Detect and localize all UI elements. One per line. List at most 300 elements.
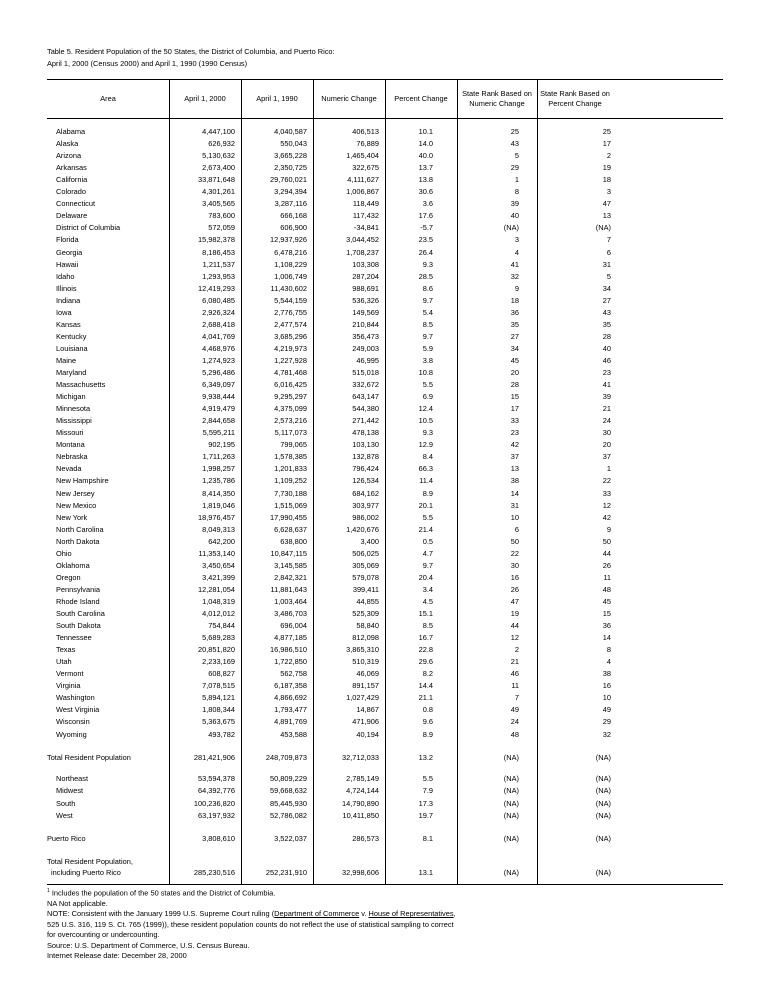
cell-value: 20 — [602, 440, 611, 450]
cell-value: 8.5 — [422, 319, 433, 329]
cell-value: 47 — [602, 199, 611, 209]
cell-value: 1 — [606, 464, 611, 474]
cell-value: 8.2 — [422, 669, 433, 679]
cell-value: 471,906 — [352, 717, 379, 727]
header-percent-change: Percent Change — [394, 94, 448, 103]
cell-value: 5.5 — [422, 512, 433, 522]
table-row — [47, 716, 723, 728]
area-name: Nebraska — [56, 452, 88, 462]
cell-value: (NA) — [503, 786, 519, 796]
area-name: Nevada — [56, 464, 82, 474]
table-row — [47, 234, 723, 246]
cell-value: 0.8 — [422, 705, 433, 715]
cell-value: 332,672 — [352, 380, 379, 390]
cell-value: 149,569 — [352, 307, 379, 317]
cell-value: 2,776,755 — [274, 307, 307, 317]
cell-value: 26.4 — [418, 247, 433, 257]
cell-value: 1 — [514, 175, 519, 185]
cell-value: 12,937,926 — [270, 235, 307, 245]
cell-value: 5,544,159 — [274, 295, 307, 305]
cell-value: 1,420,676 — [346, 524, 379, 534]
table-row — [47, 463, 723, 475]
table-row — [47, 355, 723, 367]
cell-value: 4 — [606, 657, 611, 667]
cell-value: 37 — [510, 452, 519, 462]
footnote-release-date: Internet Release date: December 28, 2000 — [47, 951, 187, 961]
cell-value: 32 — [602, 729, 611, 739]
cell-value: -34,841 — [353, 223, 379, 233]
cell-value: 1,711,263 — [202, 452, 235, 462]
table-row — [47, 632, 723, 644]
cell-value: 5.5 — [422, 380, 433, 390]
cell-value: 19 — [510, 609, 519, 618]
area-name: Idaho — [56, 271, 75, 281]
cell-value: 11,881,643 — [270, 584, 307, 594]
cell-value: 43 — [510, 139, 519, 149]
cell-value: 3,287,116 — [274, 199, 307, 209]
cell-value: 28 — [602, 331, 611, 341]
cell-value: 3.6 — [422, 199, 433, 209]
cell-value: 13.8 — [418, 175, 433, 185]
cell-value: 3,421,399 — [202, 572, 235, 582]
cell-value: 63,197,932 — [198, 810, 235, 820]
cell-value: 783,600 — [208, 211, 235, 221]
area-name: Washington — [56, 693, 95, 703]
area-name: Minnesota — [56, 404, 91, 414]
table-row — [47, 415, 723, 427]
cell-value: 33,871,648 — [198, 175, 235, 185]
cell-value: 10,847,115 — [270, 548, 307, 558]
area-name: Virginia — [56, 681, 81, 691]
cell-value: 286,573 — [352, 834, 379, 843]
area-name: Iowa — [56, 307, 72, 317]
region-row — [47, 785, 723, 797]
table-row — [47, 680, 723, 692]
cell-value: 29 — [602, 717, 611, 727]
cell-value: 7 — [514, 693, 519, 703]
cell-value: 5,363,675 — [202, 717, 235, 727]
cell-value: 17 — [602, 139, 611, 149]
cell-value: 13.1 — [418, 868, 433, 877]
cell-value: 53,594,378 — [198, 774, 235, 783]
cell-value: 1,227,928 — [274, 355, 307, 365]
cell-value: 9,295,297 — [274, 392, 307, 402]
cell-value: 8.5 — [422, 621, 433, 631]
cell-value: 47 — [510, 596, 519, 606]
cell-value: 2,785,149 — [346, 774, 379, 783]
cell-value: 43 — [602, 307, 611, 317]
cell-value: 10.8 — [418, 368, 433, 377]
table-row — [47, 307, 723, 319]
table-row — [47, 379, 723, 391]
case-name-2: House of Representatives — [368, 909, 454, 919]
area-name: West Virginia — [56, 705, 100, 715]
cell-value: 8,186,453 — [202, 247, 235, 257]
cell-value: 34 — [602, 283, 611, 293]
cell-value: 46 — [510, 669, 519, 679]
table-row — [47, 560, 723, 572]
cell-value: 5.9 — [422, 343, 433, 353]
cell-value: 29,760,021 — [270, 175, 307, 185]
cell-value: 5.5 — [422, 774, 433, 783]
cell-value: 3,400 — [360, 536, 379, 546]
cell-value: 23 — [510, 428, 519, 438]
cell-value: 287,204 — [352, 271, 379, 281]
cell-value: 19 — [602, 163, 611, 173]
cell-value: -5.7 — [420, 223, 433, 233]
area-name: New York — [56, 512, 88, 522]
cell-value: 16 — [602, 681, 611, 691]
cell-value: 305,069 — [352, 560, 379, 570]
cell-value: 32,998,606 — [342, 868, 379, 877]
area-name: Midwest — [56, 786, 84, 796]
area-name: District of Columbia — [56, 223, 121, 233]
note-suffix: , — [453, 909, 456, 919]
footnote-1-text: Includes the population of the 50 states and the District of Columbia. — [51, 888, 276, 898]
cell-value: 9 — [606, 524, 611, 534]
area-name: California — [56, 175, 88, 185]
area-name: Kansas — [56, 319, 81, 329]
cell-value: 1,201,833 — [274, 464, 307, 474]
cell-value: 39 — [602, 392, 611, 402]
table-row — [47, 198, 723, 210]
table-row — [47, 608, 723, 620]
cell-value: 46,069 — [356, 669, 379, 679]
footnote-source: Source: U.S. Department of Commerce, U.S. Census Bureau. — [47, 940, 250, 950]
table-bottom-rule — [47, 884, 723, 885]
cell-value: 8.6 — [422, 283, 433, 293]
area-name: Ohio — [56, 548, 72, 558]
region-row — [47, 798, 723, 810]
footnote-1 — [47, 886, 456, 899]
cell-value: 48 — [510, 729, 519, 739]
cell-value: 21 — [510, 657, 519, 667]
cell-value: 16.7 — [418, 633, 433, 643]
area-name: Illinois — [56, 283, 77, 293]
cell-value: 281,421,906 — [193, 753, 235, 762]
cell-value: 4,041,769 — [202, 331, 235, 341]
cell-value: 27 — [510, 331, 519, 341]
cell-value: 356,473 — [352, 331, 379, 341]
cell-value: 4,301,261 — [202, 187, 235, 197]
cell-value: 5,117,073 — [274, 428, 307, 438]
cell-value: 626,932 — [208, 139, 235, 149]
cell-value: 6 — [606, 247, 611, 257]
cell-value: 23.5 — [418, 235, 433, 245]
cell-value: 31 — [510, 500, 519, 510]
cell-value: 9.3 — [422, 259, 433, 269]
cell-value: 14 — [602, 633, 611, 643]
cell-value: 3,405,565 — [202, 199, 235, 209]
cell-value: 9.7 — [422, 560, 433, 570]
cell-value: 44 — [510, 621, 519, 631]
cell-value: 3 — [606, 187, 611, 197]
area-name: Wyoming — [56, 729, 87, 739]
cell-value: 2,844,658 — [202, 416, 235, 426]
cell-value: 249,003 — [352, 343, 379, 353]
cell-value: 22 — [510, 548, 519, 558]
cell-value: 4,891,769 — [274, 717, 307, 727]
cell-value: 606,900 — [280, 223, 307, 233]
area-name: Total Resident Population — [47, 753, 131, 762]
cell-value: 986,002 — [352, 512, 379, 522]
area-name: New Hampshire — [56, 476, 109, 486]
cell-value: 643,147 — [352, 392, 379, 402]
footnote-marker: 1 — [47, 888, 50, 894]
cell-value: 8 — [606, 645, 611, 655]
cell-value: 399,411 — [352, 584, 379, 594]
cell-value: 42 — [510, 440, 519, 450]
table-row — [47, 524, 723, 536]
cell-value: 1,274,923 — [202, 355, 235, 365]
cell-value: 15 — [510, 392, 519, 402]
cell-value: 11.4 — [419, 476, 433, 486]
cell-value: 20,851,820 — [198, 645, 235, 655]
area-name: New Mexico — [56, 500, 97, 510]
cell-value: 13.7 — [418, 163, 433, 173]
cell-value: 4,919,479 — [202, 404, 235, 414]
total-row — [47, 752, 723, 764]
cell-value: 40 — [510, 211, 519, 221]
cell-value: 13 — [510, 464, 519, 474]
cell-value: 642,200 — [208, 536, 235, 546]
cell-value: 3,450,654 — [202, 560, 235, 570]
cell-value: 59,668,632 — [270, 786, 307, 796]
area-name: Michigan — [56, 392, 86, 402]
cell-value: 31 — [602, 259, 611, 269]
cell-value: 562,758 — [280, 669, 307, 679]
cell-value: 1,293,953 — [202, 271, 235, 281]
cell-value: 14.0 — [418, 139, 433, 149]
cell-value: 536,326 — [352, 295, 379, 305]
cell-value: 303,977 — [352, 500, 379, 510]
cell-value: 10,411,850 — [342, 810, 379, 820]
cell-value: 48 — [602, 584, 611, 594]
area-name: South Carolina — [56, 609, 105, 618]
cell-value: 1,108,229 — [274, 259, 307, 269]
cell-value: 11 — [511, 681, 519, 691]
cell-value: 14,867 — [356, 705, 379, 715]
area-name: Hawaii — [56, 259, 79, 269]
cell-value: (NA) — [503, 223, 519, 233]
cell-value: (NA) — [595, 834, 611, 843]
cell-value: 45 — [602, 596, 611, 606]
table-row — [47, 427, 723, 439]
cell-value: 1,235,786 — [202, 476, 235, 486]
cell-value: 13.2 — [418, 753, 433, 762]
cell-value: 117,432 — [352, 211, 379, 221]
area-name: Vermont — [56, 669, 84, 679]
cell-value: 248,709,873 — [265, 753, 307, 762]
table-row — [47, 475, 723, 487]
cell-value: 812,098 — [352, 633, 379, 643]
cell-value: 25 — [510, 127, 519, 136]
cell-value: 696,004 — [280, 621, 307, 631]
cell-value: 8,049,313 — [202, 524, 235, 534]
cell-value: 3,294,394 — [274, 187, 307, 197]
table-row — [47, 500, 723, 512]
cell-value: 23 — [602, 368, 611, 377]
cell-value: 891,157 — [352, 681, 379, 691]
cell-value: 4.5 — [422, 596, 433, 606]
cell-value: 30 — [510, 560, 519, 570]
cell-value: 4,724,144 — [346, 786, 379, 796]
area-name: Kentucky — [56, 331, 87, 341]
cell-value: 2 — [514, 645, 519, 655]
cell-value: 1,003,464 — [274, 596, 307, 606]
cell-value: 5,595,211 — [202, 428, 235, 438]
area-name: Florida — [56, 235, 79, 245]
cell-value: 14,790,890 — [342, 798, 379, 808]
case-name-1: Department of Commerce — [274, 909, 360, 919]
footnote-note-line-2: 525 U.S. 316, 119 S. Ct. 765 (1999)), these resident population counts do not reflect the use of statistical sampling to correct — [47, 919, 454, 929]
cell-value: 478,138 — [352, 428, 379, 438]
grand-total-label-2: including Puerto Rico — [51, 868, 121, 877]
cell-value: 4,111,627 — [347, 175, 379, 185]
table-title — [47, 46, 335, 70]
cell-value: 10 — [602, 693, 611, 703]
cell-value: 28.5 — [418, 271, 433, 281]
area-name: Indiana — [56, 295, 81, 305]
cell-value: 9,938,444 — [202, 392, 235, 402]
area-name: Oklahoma — [56, 560, 90, 570]
cell-value: 2,477,574 — [274, 319, 307, 329]
area-name: Arkansas — [56, 163, 87, 173]
table-row — [47, 247, 723, 259]
cell-value: 21.1 — [418, 693, 433, 703]
cell-value: 3.8 — [422, 355, 433, 365]
table-row — [47, 367, 723, 379]
table-row — [47, 704, 723, 716]
cell-value: 41 — [602, 380, 611, 390]
cell-value: 11,430,602 — [270, 283, 307, 293]
cell-value: 6,187,358 — [274, 681, 307, 691]
title-line-1: Table 5. Resident Population of the 50 States, the District of Columbia, and Puerto Rico: — [47, 47, 335, 56]
cell-value: 17,990,455 — [270, 512, 307, 522]
cell-value: 4,468,976 — [202, 343, 235, 353]
header-april-2000: April 1, 2000 — [184, 94, 226, 103]
cell-value: 10.1 — [418, 127, 433, 136]
cell-value: 5.4 — [422, 307, 433, 317]
table-row — [47, 596, 723, 608]
cell-value: 525,309 — [352, 609, 379, 618]
area-name: South — [56, 798, 76, 808]
cell-value: (NA) — [595, 786, 611, 796]
cell-value: 8,414,350 — [202, 488, 235, 498]
cell-value: 16 — [510, 572, 519, 582]
table-row — [47, 729, 723, 741]
table-row — [47, 403, 723, 415]
cell-value: 85,445,930 — [270, 798, 307, 808]
cell-value: 7 — [606, 235, 611, 245]
area-name: Maryland — [56, 368, 87, 377]
puerto-rico-row — [47, 833, 723, 845]
table-row — [47, 186, 723, 198]
cell-value: 30.6 — [418, 187, 433, 197]
cell-value: 796,424 — [352, 464, 379, 474]
cell-value: 754,844 — [208, 621, 235, 631]
cell-value: 30 — [602, 428, 611, 438]
table-row — [47, 138, 723, 150]
cell-value: 2,573,216 — [274, 416, 307, 426]
area-name: Montana — [56, 440, 85, 450]
table-row — [47, 174, 723, 186]
table-row — [47, 620, 723, 632]
cell-value: 5,130,632 — [202, 151, 235, 161]
area-name: West — [56, 810, 73, 820]
header-april-1990: April 1, 1990 — [256, 94, 298, 103]
table-row — [47, 512, 723, 524]
cell-value: 12.9 — [418, 440, 433, 450]
table-row — [47, 488, 723, 500]
cell-value: 20.1 — [418, 500, 433, 510]
area-name: Oregon — [56, 572, 81, 582]
cell-value: 3,145,585 — [274, 560, 307, 570]
cell-value: 7.9 — [422, 786, 433, 796]
area-name: Maine — [56, 355, 77, 365]
cell-value: 18,976,457 — [198, 512, 235, 522]
cell-value: 4,012,012 — [202, 609, 235, 618]
table-row — [47, 644, 723, 656]
cell-value: 550,043 — [280, 139, 307, 149]
cell-value: 579,078 — [352, 572, 379, 582]
title-line-2: April 1, 2000 (Census 2000) and April 1, 1990 (1990 Census) — [47, 59, 248, 68]
cell-value: 28 — [510, 380, 519, 390]
cell-value: 25 — [602, 127, 611, 136]
cell-value: 38 — [510, 476, 519, 486]
cell-value: 493,782 — [208, 729, 235, 739]
cell-value: 1,793,477 — [274, 705, 307, 715]
area-name: South Dakota — [56, 621, 101, 631]
cell-value: 103,130 — [352, 440, 379, 450]
cell-value: (NA) — [503, 798, 519, 808]
cell-value: 100,236,820 — [193, 798, 235, 808]
area-name: Texas — [56, 645, 76, 655]
cell-value: 4,040,587 — [274, 127, 307, 136]
cell-value: 36 — [510, 307, 519, 317]
cell-value: (NA) — [595, 798, 611, 808]
table-row — [47, 451, 723, 463]
cell-value: 37 — [602, 452, 611, 462]
table-row — [47, 656, 723, 668]
footnote-note-line-1 — [47, 909, 456, 920]
cell-value: 210,844 — [352, 319, 379, 329]
cell-value: 46,995 — [356, 355, 379, 365]
cell-value: 15 — [602, 609, 611, 618]
table-row — [47, 572, 723, 584]
cell-value: 21.4 — [418, 524, 433, 534]
cell-value: 35 — [602, 319, 611, 329]
cell-value: 18 — [510, 295, 519, 305]
area-name: Colorado — [56, 187, 86, 197]
cell-value: 9.7 — [422, 331, 433, 341]
cell-value: 21 — [602, 404, 611, 414]
table-row — [47, 295, 723, 307]
cell-value: (NA) — [595, 223, 611, 233]
area-name: Louisiana — [56, 343, 88, 353]
cell-value: 1,465,404 — [346, 151, 379, 161]
cell-value: 6 — [514, 524, 519, 534]
cell-value: 4,781,468 — [274, 368, 307, 377]
cell-value: 7,730,188 — [274, 488, 307, 498]
table-row — [47, 150, 723, 162]
grand-total-row — [47, 856, 723, 880]
cell-value: 6,478,216 — [274, 247, 307, 257]
cell-value: 10 — [510, 512, 519, 522]
cell-value: 0.5 — [422, 536, 433, 546]
cell-value: 32,712,033 — [342, 753, 379, 762]
cell-value: 17 — [510, 404, 519, 414]
